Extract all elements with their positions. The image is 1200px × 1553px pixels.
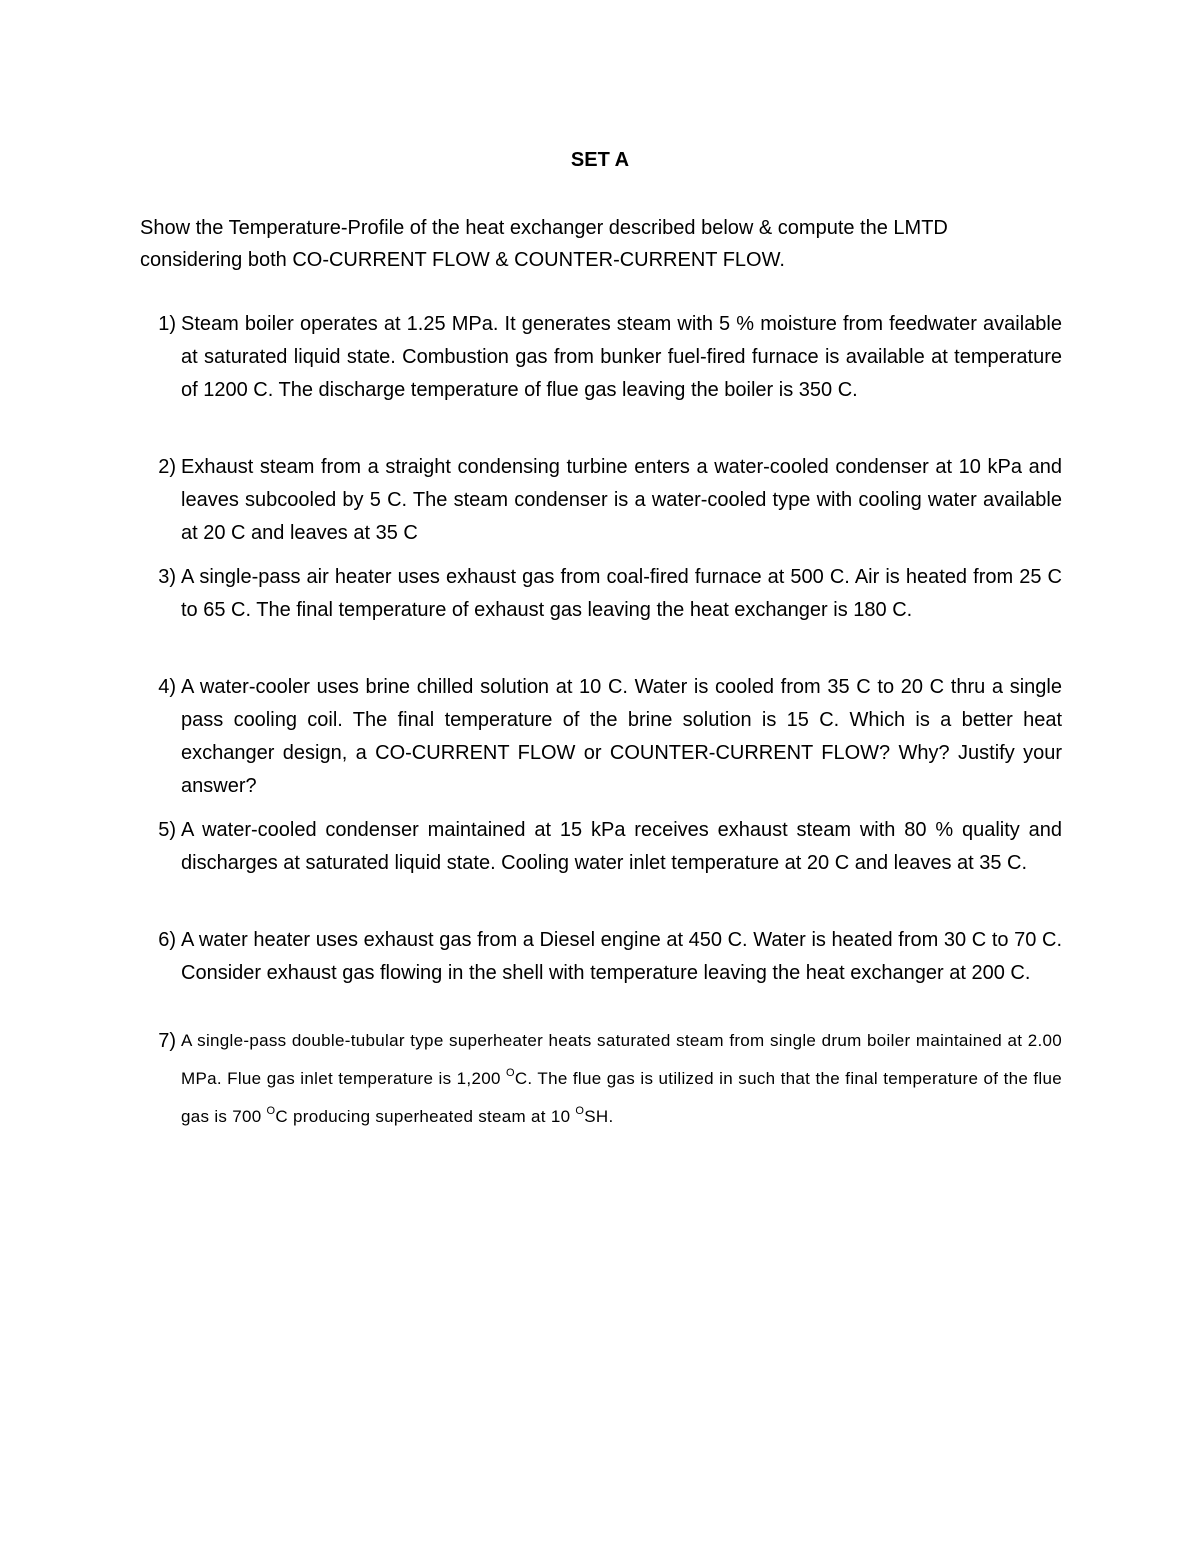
problem-text: Exhaust steam from a straight condensing turbine enters a water-cooled condenser at 10 kPa and leaves subcooled by 5 C. The steam condenser is a water-cooled type with cooling water available at 20 C and leaves at 35 C <box>181 456 1062 544</box>
problem-number: 2) <box>158 456 176 478</box>
problem-number: 6) <box>158 929 176 951</box>
problem-text <box>181 1022 1062 1136</box>
instructions-line-2: considering both CO-CURRENT FLOW & COUNTER-CURRENT FLOW. <box>140 249 785 271</box>
problem-text-part: A single-pass double-tubular type superheater heats saturated steam from single drum boiler maintained at 2.00 MPa. Flue gas inlet temperature is 1,200 <box>181 1031 1062 1088</box>
problem-1 <box>140 308 1062 407</box>
document-title: SET A <box>570 149 630 171</box>
problem-6 <box>140 924 1062 990</box>
problem-text: A water-cooled condenser maintained at 15 kPa receives exhaust steam with 80 % quality and discharges at saturated liquid state. Cooling water inlet temperature at 20 C and leaves at 35 C. <box>181 819 1062 874</box>
instructions-line-1: Show the Temperature-Profile of the heat exchanger described below & compute the LMTD <box>140 217 948 239</box>
problem-2 <box>140 451 1062 550</box>
problem-text: A water heater uses exhaust gas from a Diesel engine at 450 C. Water is heated from 30 C to 70 C. Consider exhaust gas flowing in the shell with temperature leaving the heat exchanger at 200 C. <box>181 929 1062 984</box>
problem-number: 1) <box>158 313 176 335</box>
problem-text-part: C producing superheated steam at 10 <box>275 1107 576 1126</box>
problem-text: Steam boiler operates at 1.25 MPa. It generates steam with 5 % moisture from feedwater available at saturated liquid state. Combustion gas from bunker fuel-fired furnace is available at temperature of 1200 C. The discharge temperature of flue gas leaving the boiler is 350 C. <box>181 313 1062 401</box>
problem-number: 3) <box>158 566 176 588</box>
degree-superscript: O <box>266 1105 276 1117</box>
problem-text: A single-pass air heater uses exhaust gas from coal-fired furnace at 500 C. Air is heated from 25 C to 65 C. The final temperature of exhaust gas leaving the heat exchanger is 180 C. <box>181 566 1062 621</box>
problem-text-part: C. The flue gas is utilized in such that the final temperature of the flue gas is 700 <box>181 1069 1062 1126</box>
problem-number: 4) <box>158 676 176 698</box>
problem-5 <box>140 814 1062 880</box>
problem-7 <box>140 1022 1062 1136</box>
problem-number: 7) <box>158 1030 176 1052</box>
problem-3 <box>140 561 1062 627</box>
degree-superscript: O <box>575 1105 585 1117</box>
problem-number: 5) <box>158 819 176 841</box>
problem-text: A water-cooler uses brine chilled solution at 10 C. Water is cooled from 35 C to 20 C thru a single pass cooling coil. The final temperature of the brine solution is 15 C. Which is a better heat exchanger design, a CO-CURRENT FLOW or COUNTER-CURRENT FLOW? Why? Justify your answer? <box>181 676 1062 797</box>
instructions <box>140 212 1040 276</box>
problem-text-part: SH. <box>584 1107 614 1126</box>
problem-4 <box>140 671 1062 803</box>
degree-superscript: O <box>506 1067 515 1079</box>
